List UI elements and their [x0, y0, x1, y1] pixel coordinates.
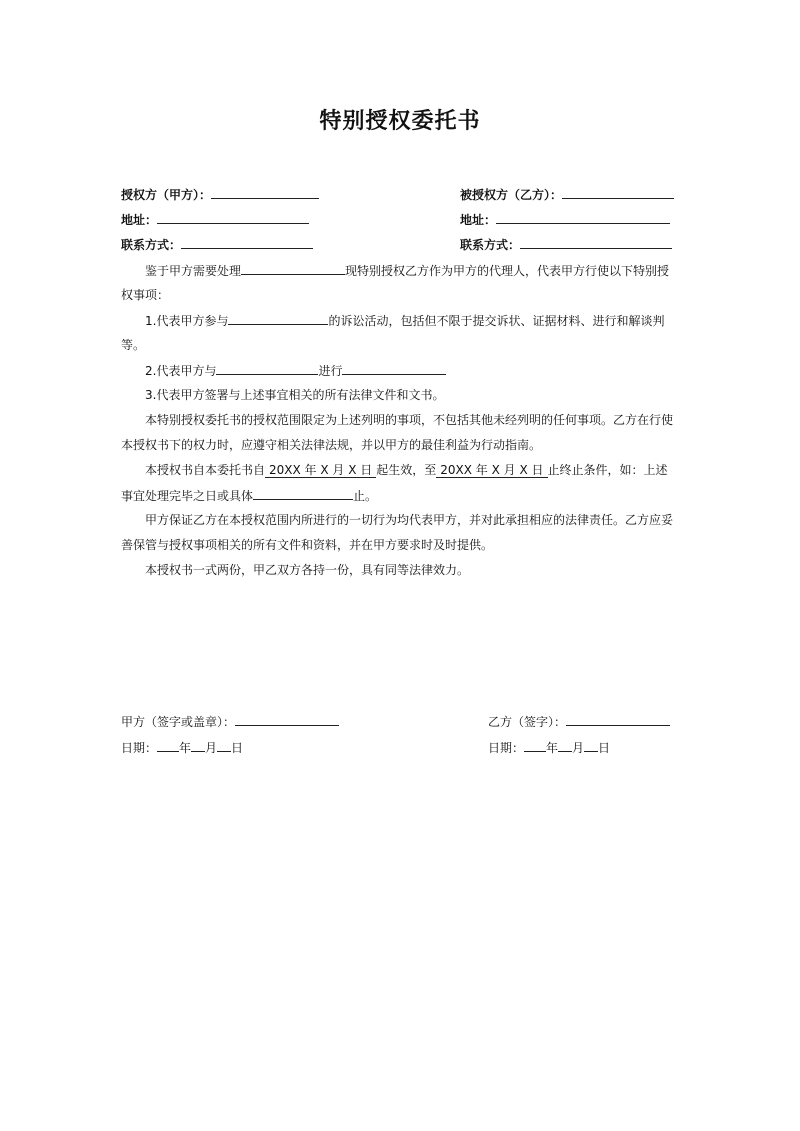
- party-a-address-row: [121, 211, 309, 228]
- date-party-a-row: [121, 739, 243, 756]
- signature-party-a-row: [121, 713, 339, 730]
- guarantee-line-1: 甲方保证乙方在本授权范围内所进行的一切行为均代表甲方，并对此承担相应的法律责任。乙方应妥: [145, 513, 674, 527]
- party-b-contact-label: 联系方式：: [460, 238, 521, 252]
- guarantee-line-2: 善保管与授权事项相关的所有文件和资料，并在甲方要求时及时提供。: [121, 538, 494, 552]
- party-b-contact-row: [460, 236, 672, 253]
- validity-line-2: [121, 487, 377, 504]
- date-b-month-blank: [558, 739, 572, 752]
- intro-text-after: 现特别授权乙方作为甲方的代理人，代表甲方行使以下特别授: [345, 264, 670, 278]
- item-2-text-before: 2.代表甲方与: [145, 364, 217, 378]
- validity-line-1: [145, 462, 668, 478]
- party-a-label: 授权方（甲方）：: [121, 188, 212, 202]
- party-a-row: [121, 186, 319, 203]
- date-b-day: 日: [598, 741, 611, 755]
- party-b-name-blank: [562, 186, 674, 199]
- party-b-row: [460, 186, 674, 203]
- validity-text-3: 止终止条件，如：上述: [547, 463, 668, 477]
- scope-line-1: 本特别授权委托书的授权范围限定为上述列明的事项，不包括其他未经列明的任何事项。乙方在行使: [145, 413, 674, 427]
- date-a-month: 月: [205, 741, 218, 755]
- copies-line: 本授权书一式两份，甲乙双方各持一份，具有同等法律效力。: [145, 563, 470, 577]
- date-b-year: 年: [546, 741, 559, 755]
- date-a-day: 日: [231, 741, 244, 755]
- party-b-label: 被授权方（乙方）：: [460, 188, 563, 202]
- party-a-contact-row: [121, 236, 313, 253]
- date-b-year-blank: [524, 739, 546, 752]
- party-a-contact-label: 联系方式：: [121, 238, 182, 252]
- item-1-text-after: 的诉讼活动，包括但不限于提交诉状、证据材料、进行和解谈判: [328, 314, 665, 328]
- signature-party-b-row: [488, 713, 670, 730]
- date-party-b-row: [488, 739, 610, 756]
- signature-party-b-blank: [566, 713, 670, 726]
- date-a-year-blank: [157, 739, 179, 752]
- validity-line-2-before: 事宜处理完毕之日或具体: [121, 489, 254, 503]
- party-a-address-blank: [157, 211, 309, 224]
- date-a-year: 年: [179, 741, 192, 755]
- date-b-month: 月: [572, 741, 585, 755]
- date-party-a-label: 日期：: [121, 741, 158, 755]
- intro-line-2: 权事项：: [121, 288, 170, 302]
- document-title: 特别授权委托书: [319, 109, 481, 134]
- validity-text-1: 本授权书自本委托书自: [145, 463, 266, 477]
- validity-text-2: 起生效，至: [376, 463, 437, 477]
- date-a-day-blank: [217, 739, 231, 752]
- date-party-b-label: 日期：: [488, 741, 525, 755]
- party-a-name-blank: [211, 186, 319, 199]
- signature-party-b-label: 乙方（签字）：: [488, 715, 567, 729]
- party-b-contact-blank: [520, 236, 672, 249]
- intro-text-before: 鉴于甲方需要处理: [145, 264, 242, 278]
- intro-line-1: [145, 262, 669, 279]
- validity-end-date: 20XX 年 X 月 X 日: [436, 463, 547, 478]
- date-a-month-blank: [191, 739, 205, 752]
- item-1-line-1: [145, 312, 664, 329]
- party-b-address-label: 地址：: [460, 213, 497, 227]
- scope-line-2: 本授权书下的权力时，应遵守相关法律法规，并以甲方的最佳利益为行动指南。: [121, 438, 542, 452]
- item-3-line: 3.代表甲方签署与上述事宜相关的所有法律文件和文书。: [145, 388, 445, 402]
- item-2-matter-blank: [342, 362, 446, 375]
- item-2-text-middle: 进行: [318, 364, 343, 378]
- validity-line-2-after: 止。: [353, 489, 378, 503]
- item-1-case-blank: [228, 312, 328, 325]
- signature-party-a-blank: [235, 713, 339, 726]
- item-1-text-before: 1.代表甲方参与: [145, 314, 229, 328]
- validity-start-date: 20XX 年 X 月 X 日: [265, 463, 376, 478]
- intro-matter-blank: [241, 262, 345, 275]
- item-2-party-blank: [216, 362, 318, 375]
- party-b-address-blank: [496, 211, 670, 224]
- signature-party-a-label: 甲方（签字或盖章）：: [121, 715, 236, 729]
- party-a-contact-blank: [181, 236, 313, 249]
- date-b-day-blank: [584, 739, 598, 752]
- item-2-line: [145, 362, 446, 379]
- party-a-address-label: 地址：: [121, 213, 158, 227]
- validity-condition-blank: [253, 487, 353, 500]
- party-b-address-row: [460, 211, 670, 228]
- item-1-line-2: 等。: [121, 338, 146, 352]
